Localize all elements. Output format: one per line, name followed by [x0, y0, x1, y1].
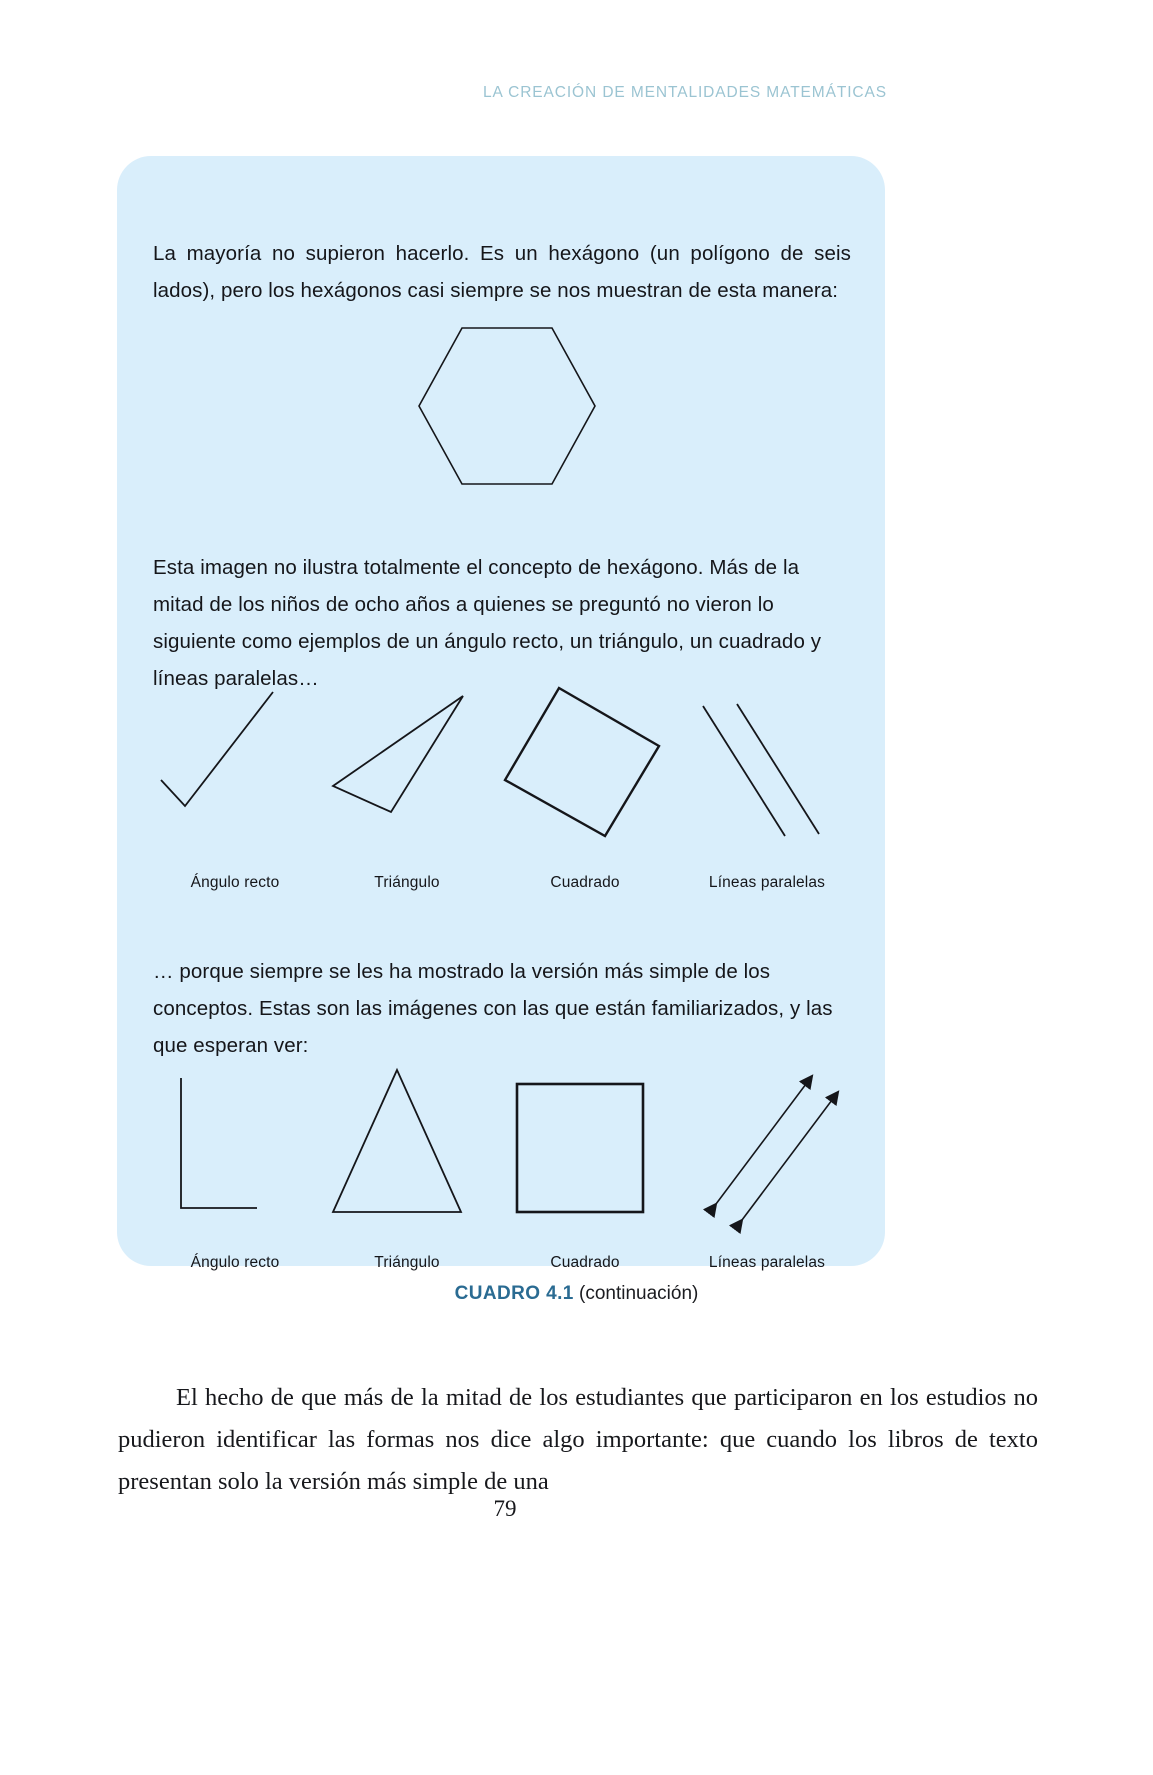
callout-box [117, 156, 885, 1271]
shape-label: Ángulo recto [190, 1254, 280, 1271]
shape-label: Cuadrado [550, 1254, 620, 1271]
shape-cell-triangulo-standard [317, 1064, 497, 1294]
caption-continuation: (continuación) [573, 1283, 699, 1304]
cuadrado-standard-icon [495, 1064, 675, 1256]
shape-label: Cuadrado [550, 874, 620, 891]
shape-label: Líneas paralelas [708, 1254, 826, 1271]
shapes-row-standard [145, 1064, 861, 1294]
box-paragraph-1: La mayoría no supieron hacerlo. Es un hexágono (un polígono de seis lados), pero los hexágonos casi siempre se nos muestran de esta manera: [153, 241, 851, 302]
caption-number: CUADRO 4.1 [454, 1283, 574, 1304]
box-paragraph-2: Esta imagen no ilustra totalmente el concepto de hexágono. Más de la mitad de los niños de ocho años a quienes se preguntó no vieron lo siguiente como ejemplos de un ángulo recto, un triángulo, un cuadrado y líneas paralelas… [153, 555, 822, 690]
hexagon-shape [417, 324, 597, 489]
shape-label: Triángulo [374, 1254, 440, 1271]
angulo-recto-rotated-icon [145, 684, 325, 876]
shape-cell-triangulo-rotated [317, 684, 497, 914]
shape-label: Triángulo [374, 874, 440, 891]
shape-label: Ángulo recto [190, 874, 280, 891]
page-number: 79 [493, 1496, 517, 1521]
triangulo-standard-icon [317, 1064, 497, 1256]
running-head: LA CREACIÓN DE MENTALIDADES MATEMÁTICAS [482, 84, 887, 101]
shape-label: Líneas paralelas [708, 874, 826, 891]
figure-caption [0, 1283, 1153, 1305]
lineas-paralelas-arrows-icon [677, 1064, 857, 1256]
angulo-recto-standard-icon [145, 1064, 325, 1256]
shapes-row-nonstandard [145, 684, 861, 914]
shape-cell-angulo-recto-rotated [145, 684, 325, 914]
body-paragraph: El hecho de que más de la mitad de los estudiantes que participaron en los estudios no pudieron identificar las formas nos dice algo importante: que cuando los libros de texto presentan solo la versión más simple de una [118, 1383, 1038, 1495]
box-paragraph-3: … porque siempre se les ha mostrado la versión más simple de los conceptos. Estas son las imágenes con las que están familiarizados, y las que esperan ver: [153, 959, 833, 1057]
cuadrado-rotated-icon [495, 684, 675, 876]
hexagon-figure [417, 324, 597, 489]
shape-cell-angulo-recto-standard [145, 1064, 325, 1294]
shape-cell-lineas-paralelas-plain [677, 684, 857, 914]
lineas-paralelas-plain-icon [677, 684, 857, 876]
shape-cell-cuadrado-rotated [495, 684, 675, 914]
shape-cell-cuadrado-standard [495, 1064, 675, 1294]
shape-cell-lineas-paralelas-arrows [677, 1064, 857, 1294]
triangulo-rotated-icon [317, 684, 497, 876]
